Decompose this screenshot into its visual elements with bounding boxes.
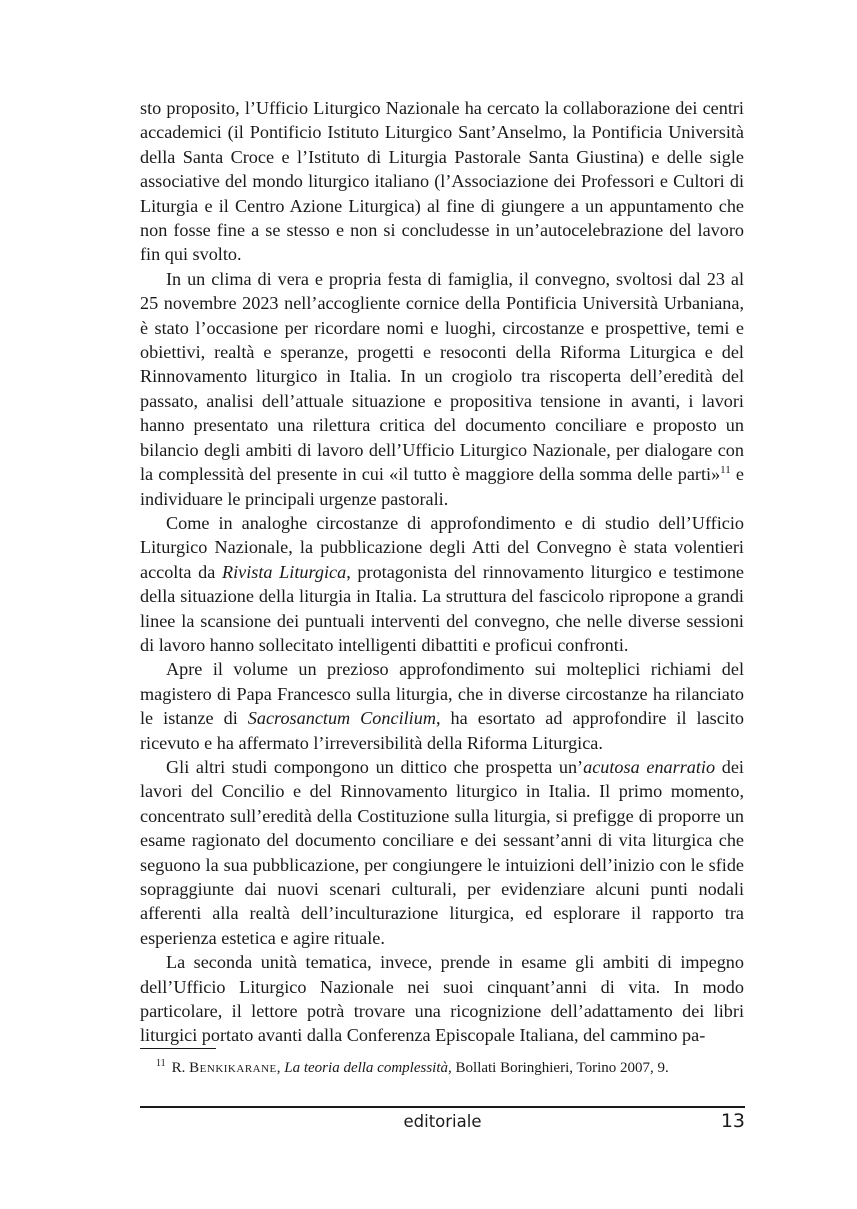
footnote-number: 11 <box>156 1058 166 1069</box>
paragraph-3-text-a: Come in analoghe circostanze di approfondimento e di studio dell’Ufficio Liturgico Nazionale, la pubblicazione degli Atti del Convegno è stata volentieri accolta da <box>140 512 744 582</box>
paragraph-4-text-a: Apre il volume un prezioso approfondimento sui molteplici richiami del magistero di Papa Francesco sulla liturgia, che in diverse circostanze ha rilanciato le istanze di <box>140 659 744 729</box>
paragraph-3-text-b: , protagonista del rinnovamento liturgico e testimone della situazione della liturgia in Italia. La struttura del fascicolo ripropone a grandi linee la scansione dei puntuali interventi del convegno, che nelle diverse sessioni di lavoro hanno sollecitato intelligenti dibattiti e proficui confronti. <box>140 561 745 655</box>
paragraph-2-text-a: In un clima di vera e propria festa di famiglia, il convegno, svoltosi dal 23 al 25 novembre 2023 nell’accogliente cornice della Pontificia Università Urbaniana, è stato l’occasione per ricordare nomi e luoghi, circostanze e prospettive, temi e obiettivi, realtà e speranze, progetti e resoconti della Riforma Liturgica e del Rinnovamento liturgico in Italia. In un crogiolo tra riscoperta dell’eredità del passato, analisi dell’attuale situazione e propositiva tensione in avanti, i lavori hanno presentato una rilettura critica del documento conciliare e proposto un bilancio degli ambiti di lavoro dell’Ufficio Liturgico Nazionale, per dialogare con la complessità del presente in cui «il tutto è maggiore della somma delle parti» <box>140 268 744 485</box>
page-number: 13 <box>720 1110 745 1132</box>
footnote-book-title: La teoria della complessità <box>284 1060 449 1076</box>
paragraph-6 <box>140 950 744 1048</box>
latin-phrase: acutosa enarratio <box>583 756 716 777</box>
paragraph-4-text-b: , ha esortato ad approfondire il lascito ricevuto e ha affermato l’irreversibilità della Riforma Liturgica. <box>140 708 744 753</box>
paragraph-5 <box>140 755 744 950</box>
body-text <box>140 96 744 1048</box>
footnote-author: Benkikarane <box>189 1060 277 1076</box>
paragraph-1 <box>140 96 744 267</box>
paragraph-5-text-b: dei lavori del Concilio e del Rinnovamento liturgico in Italia. Il primo momento, concentrato sull’eredità della Costituzione sulla liturgia, si prefigge di proporre un esame ragionato del documento conciliare e dei sessant’anni di vita liturgica che seguono la sua pubblicazione, per congiungere le intuizioni dell’inizio con le sfide sopraggiunte dai nuovi scenari culturali, per evidenziare alcuni punti nodali afferenti alla realtà dell’inculturazione liturgica, ed esplorare il rapporto tra esperienza estetica e agire rituale. <box>140 756 744 948</box>
footnote-publication-info: , Bollati Boringhieri, Torino 2007, 9. <box>448 1060 669 1076</box>
running-title: editoriale <box>403 1112 482 1131</box>
paragraph-6-text: La seconda unità tematica, invece, prende in esame gli ambiti di impegno dell’Ufficio Liturgico Nazionale nei suoi cinquant’anni di vita. In modo particolare, il lettore potrà trovare una ricognizione dell’adattamento dei libri liturgici portato avanti dalla Conferenza Episcopale Italiana, del cammino pa- <box>140 952 744 1046</box>
footnote <box>140 1058 744 1078</box>
journal-title: Rivista Liturgica <box>222 561 347 582</box>
paragraph-4 <box>140 657 744 755</box>
paragraph-2-text-b: e individuare le principali urgenze pastorali. <box>140 464 744 509</box>
paragraph-1-text: sto proposito, l’Ufficio Liturgico Nazionale ha cercato la collaborazione dei centri accademici (il Pontificio Istituto Liturgico Sant’Anselmo, la Pontificia Università della Santa Croce e l’Istituto di Liturgia Pastorale Santa Giustina) e delle sigle associative del mondo liturgico italiano (l’Associazione dei Professori e Cultori di Liturgia e il Centro Azione Liturgica) al fine di giungere a un appuntamento che non fosse fine a se stesso e non si concludesse in un’autocelebrazione del lavoro fin qui svolto. <box>140 98 744 265</box>
document-title: Sacrosanctum Concilium <box>247 708 436 729</box>
footnote-divider <box>140 1048 216 1049</box>
paragraph-2 <box>140 267 744 511</box>
paragraph-3 <box>140 511 744 657</box>
paragraph-5-text-a: Gli altri studi compongono un dittico che prospetta un’ <box>166 756 584 777</box>
footnote-separator: , <box>276 1060 285 1076</box>
footnote-reference: 11 <box>720 464 731 477</box>
footer-divider <box>140 1106 745 1108</box>
footnote-author-initial: R. <box>171 1060 190 1076</box>
